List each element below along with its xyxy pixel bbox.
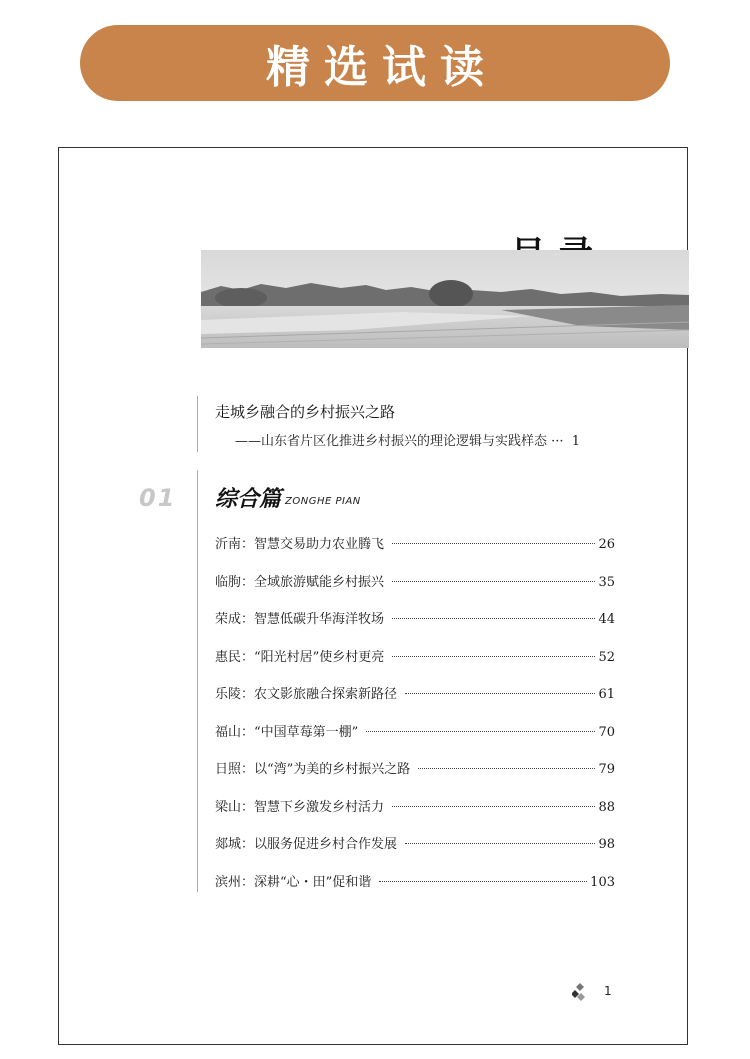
toc-entry-leader	[405, 843, 595, 844]
toc-entry-label: 乐陵：农文影旅融合探索新路径	[215, 687, 398, 702]
toc-entry-page: 44	[598, 612, 615, 627]
header-banner	[80, 25, 670, 101]
toc-entry-label: 郯城：以服务促进乡村合作发展	[215, 837, 398, 852]
toc-entry-leader	[392, 806, 595, 807]
section-title-en: ZONGHE PIAN	[285, 496, 361, 507]
toc-entry-leader	[392, 543, 595, 544]
toc-entry-leader	[366, 731, 595, 732]
diamond-ornament-icon	[572, 983, 588, 1003]
toc-entry[interactable]	[215, 608, 615, 628]
section-title: 综合篇	[215, 487, 282, 512]
toc-entry[interactable]	[215, 796, 615, 816]
toc-entry-page: 26	[598, 537, 615, 552]
toc-entry-page: 103	[590, 874, 615, 890]
toc-entry-leader	[405, 693, 595, 694]
toc-entry[interactable]	[215, 833, 615, 853]
toc-entry[interactable]	[215, 871, 615, 891]
toc-entry-label: 沂南：智慧交易助力农业腾飞	[215, 537, 385, 552]
toc-entry-label: 日照：以“湾”为美的乡村振兴之路	[215, 762, 411, 777]
toc-entry[interactable]	[215, 533, 615, 553]
section-number: 01	[139, 484, 177, 512]
toc-entry-leader	[418, 768, 595, 769]
intro-title: 走城乡融合的乡村振兴之路	[215, 403, 396, 421]
toc-entry-label: 临朐：全域旅游赋能乡村振兴	[215, 574, 385, 590]
toc-entry[interactable]	[215, 721, 615, 741]
toc-page	[58, 147, 688, 1045]
toc-entry[interactable]	[215, 646, 615, 666]
intro-page: 1	[571, 434, 580, 449]
toc-entry-label: 荣成：智慧低碳升华海洋牧场	[215, 612, 385, 627]
intro-leader: ···	[547, 434, 568, 449]
toc-entry-label: 梁山：智慧下乡激发乡村活力	[215, 799, 385, 815]
intro-subtitle: ——山东省片区化推进乡村振兴的理论逻辑与实践样态	[235, 434, 548, 449]
banner-title: 精选试读	[266, 42, 498, 93]
toc-entry-label: 滨州：深耕“心・田”促和谐	[215, 874, 372, 890]
toc-entry-label: 惠民：“阳光村居”使乡村更亮	[215, 649, 385, 665]
toc-entry-leader	[392, 618, 595, 619]
toc-entry-leader	[392, 656, 595, 657]
toc-entry-page: 98	[598, 837, 615, 852]
toc-entry-page: 61	[598, 687, 615, 702]
margin-rule-section	[197, 470, 198, 892]
toc-entry[interactable]	[215, 683, 615, 703]
toc-entry-page: 88	[598, 799, 615, 815]
toc-entry-page: 70	[598, 724, 615, 740]
toc-entry[interactable]	[215, 571, 615, 591]
toc-entry-leader	[379, 881, 587, 882]
toc-entry-label: 福山：“中国草莓第一棚”	[215, 724, 359, 740]
toc-entry-page: 52	[598, 649, 615, 665]
landscape-photo-image	[201, 250, 689, 348]
intro-subtitle-line	[235, 430, 580, 449]
toc-entry-page: 79	[598, 762, 615, 777]
toc-entry[interactable]	[215, 758, 615, 778]
toc-entry-page: 35	[598, 574, 615, 590]
page-number: 1	[604, 984, 612, 998]
landscape-photo	[201, 250, 689, 348]
toc-entry-leader	[392, 581, 595, 582]
margin-rule-intro	[197, 396, 198, 452]
